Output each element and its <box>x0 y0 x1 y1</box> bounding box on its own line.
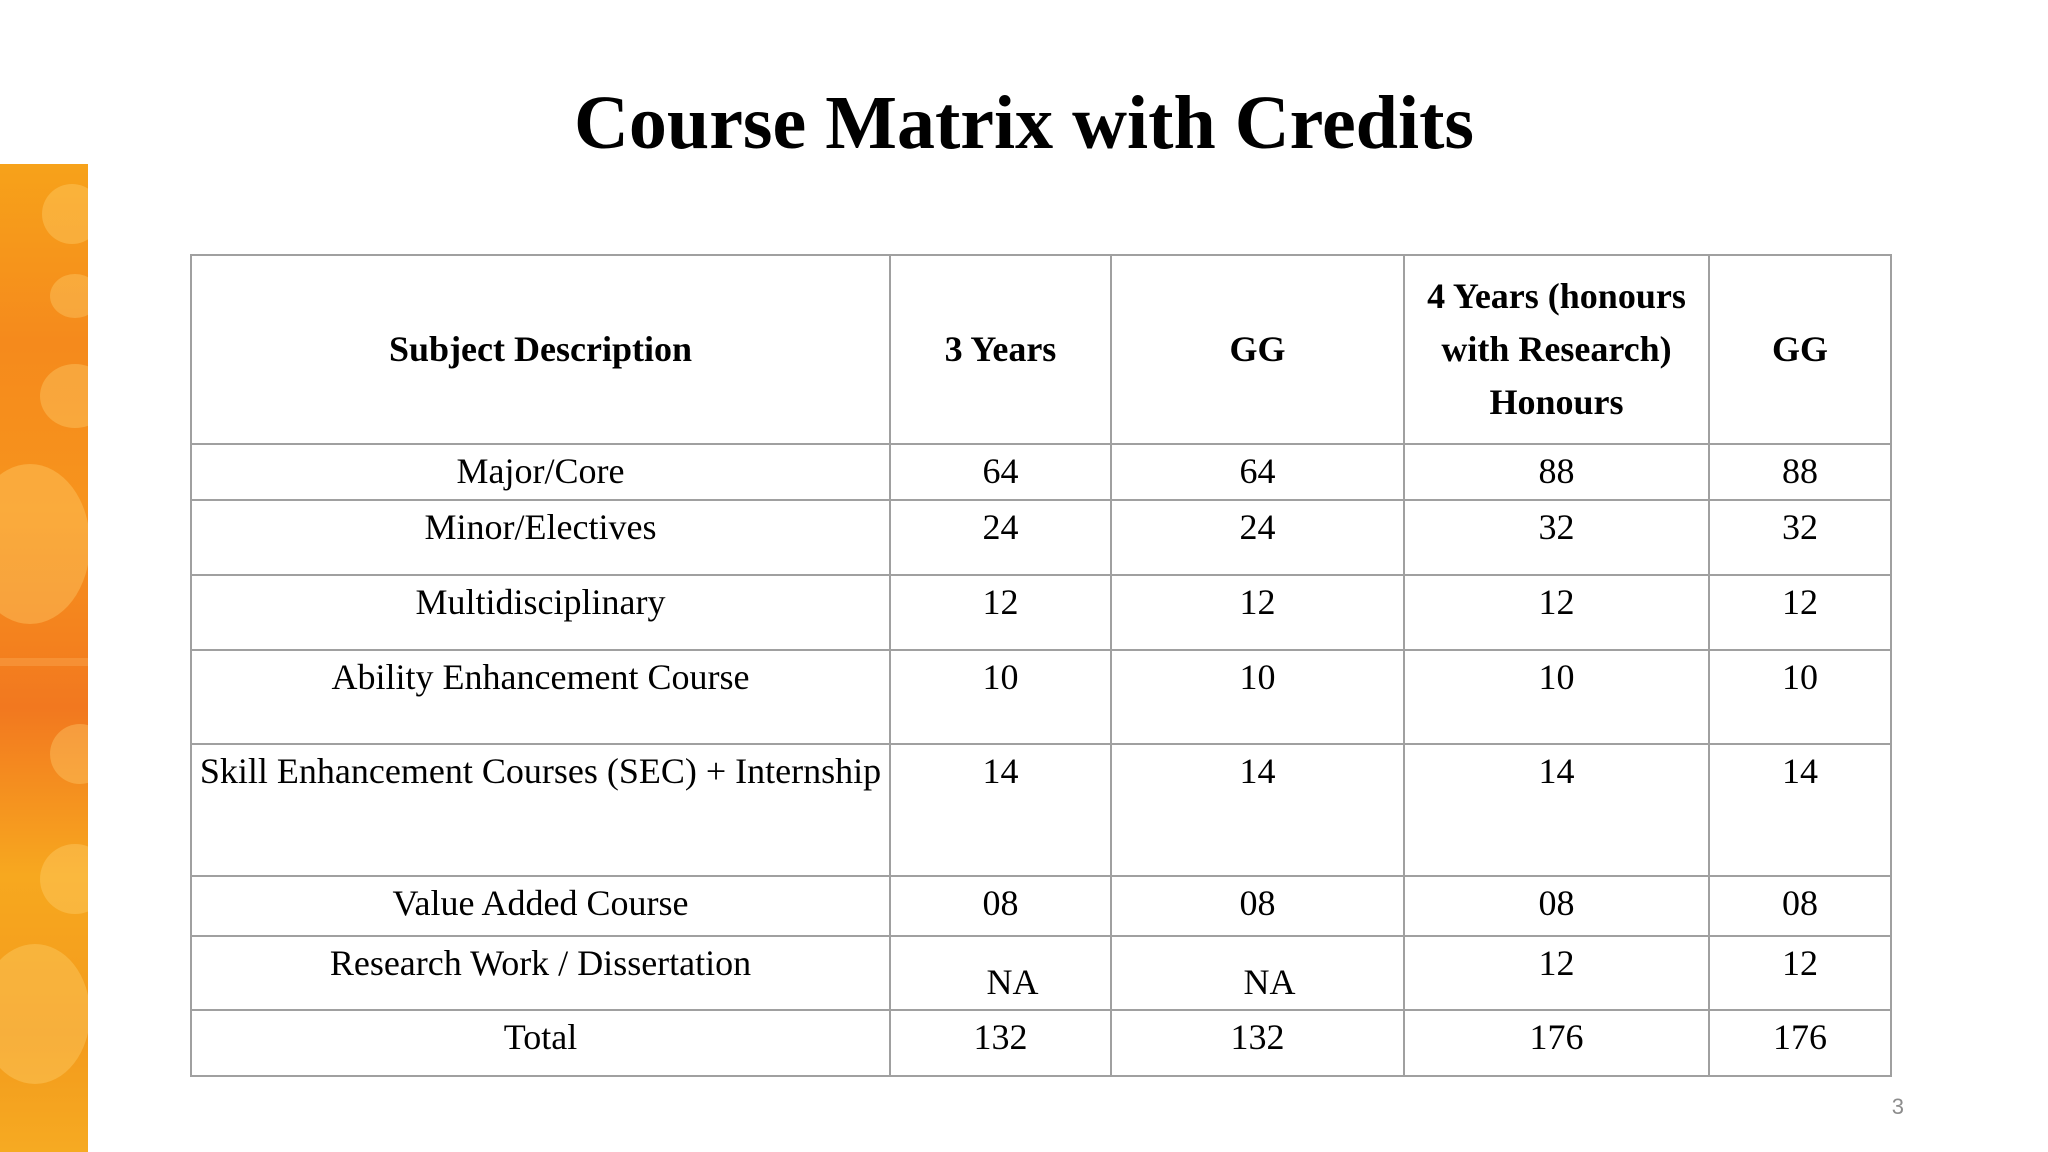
credit-cell: 08 <box>1111 876 1404 936</box>
table-header-row <box>191 255 1891 444</box>
table-row <box>191 500 1891 575</box>
credit-cell: 176 <box>1404 1010 1709 1076</box>
subject-cell: Research Work / Dissertation <box>191 936 890 1010</box>
credit-cell: 10 <box>1709 650 1891 744</box>
credit-cell: 12 <box>1709 936 1891 1010</box>
credit-cell: 64 <box>1111 444 1404 500</box>
credit-cell: 32 <box>1709 500 1891 575</box>
table-row <box>191 650 1891 744</box>
credit-cell: 88 <box>1709 444 1891 500</box>
decorative-orange-strip <box>0 164 88 1152</box>
subject-cell: Total <box>191 1010 890 1076</box>
slide-title: Course Matrix with Credits <box>574 81 1474 165</box>
table-row-total <box>191 1010 1891 1076</box>
subject-cell: Major/Core <box>191 444 890 500</box>
table-row <box>191 876 1891 936</box>
header-subject-description: Subject Description <box>191 255 890 444</box>
credit-cell: 14 <box>1404 744 1709 876</box>
credit-cell: 12 <box>1709 575 1891 650</box>
subject-cell: Skill Enhancement Courses (SEC) + Internship <box>191 744 890 876</box>
credit-cell: 12 <box>1404 936 1709 1010</box>
credit-cell: 10 <box>890 650 1111 744</box>
credit-cell: 08 <box>890 876 1111 936</box>
table-row <box>191 575 1891 650</box>
credit-cell: 10 <box>1404 650 1709 744</box>
credit-cell: 88 <box>1404 444 1709 500</box>
subject-cell: Value Added Course <box>191 876 890 936</box>
credit-cell: NA <box>1111 936 1404 1010</box>
credit-cell: 32 <box>1404 500 1709 575</box>
header-gg-3-years: GG <box>1111 255 1404 444</box>
credit-cell: 132 <box>890 1010 1111 1076</box>
header-gg-4-years: GG <box>1709 255 1891 444</box>
credit-cell: 24 <box>1111 500 1404 575</box>
table-row <box>191 744 1891 876</box>
credit-cell: 12 <box>1111 575 1404 650</box>
credit-cell: 14 <box>890 744 1111 876</box>
credit-cell: 08 <box>1404 876 1709 936</box>
credit-cell: 10 <box>1111 650 1404 744</box>
credit-cell: 24 <box>890 500 1111 575</box>
credit-cell: 08 <box>1709 876 1891 936</box>
subject-cell: Minor/Electives <box>191 500 890 575</box>
credit-cell: 12 <box>890 575 1111 650</box>
credit-cell: 14 <box>1111 744 1404 876</box>
credit-cell: 14 <box>1709 744 1891 876</box>
page-number: 3 <box>1891 1094 1904 1119</box>
subject-cell: Ability Enhancement Course <box>191 650 890 744</box>
credit-cell: NA <box>890 936 1111 1010</box>
table-row <box>191 444 1891 500</box>
table-row <box>191 936 1891 1010</box>
subject-cell: Multidisciplinary <box>191 575 890 650</box>
credit-cell: 132 <box>1111 1010 1404 1076</box>
credit-cell: 12 <box>1404 575 1709 650</box>
course-matrix-table <box>190 254 1892 1077</box>
credit-cell: 176 <box>1709 1010 1891 1076</box>
header-4-years-honours: 4 Years (honours with Research) Honours <box>1404 255 1709 444</box>
header-3-years: 3 Years <box>890 255 1111 444</box>
credit-cell: 64 <box>890 444 1111 500</box>
